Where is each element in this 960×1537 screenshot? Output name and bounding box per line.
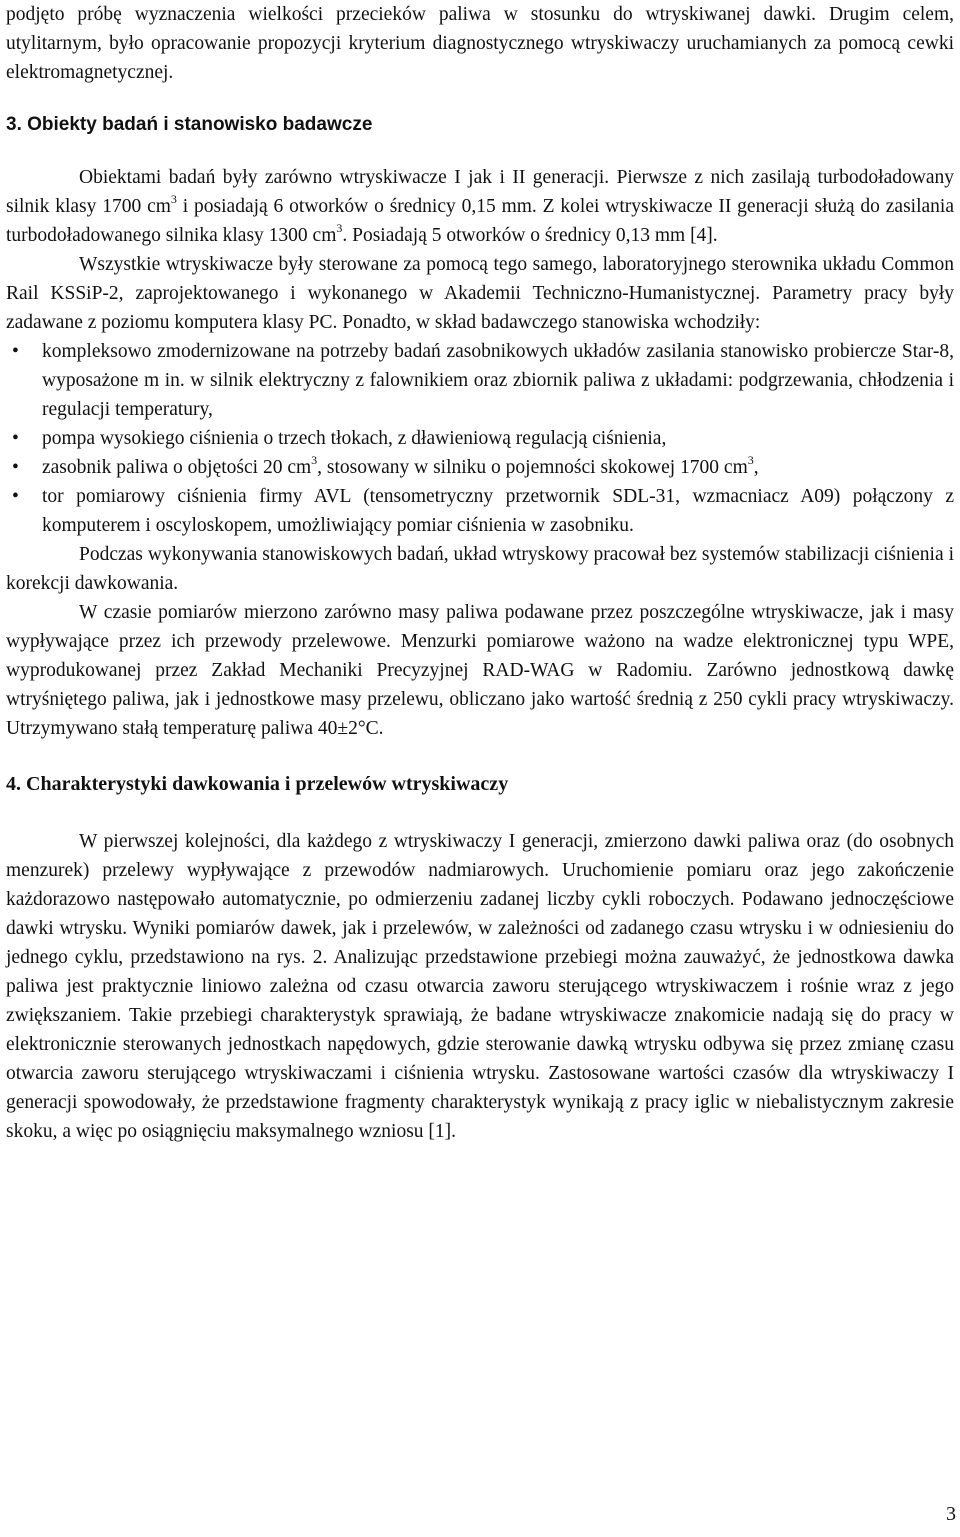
list-item [6, 424, 954, 453]
text-run: i posiadają 6 otworków o średnicy 0,15 mm. Z kolei wtryskiwacze II generacji służą do zasilania turbodoładowanego silnika klasy 1300 cm [6, 196, 954, 246]
text-run: , [753, 457, 759, 478]
text-run: Obiektami badań były zarówno wtryskiwacze I jak i II generacji. Pierwsze z nich zasilają turbodoładowany silnik klasy 1700 cm [6, 167, 954, 217]
superscript: 3 [336, 220, 343, 235]
paragraph-characteristics: W pierwszej kolejności, dla każdego z wtryskiwaczy I generacji, zmierzono dawki paliwa oraz (do osobnych menzurek) przelewy wypływające z przewodów nadmiarowych. Uruchomienie pomiaru oraz jego zakończenie każdorazowo następowało automatycznie, po odmierzeniu zadanej liczby cykli roboczych. Podawano jednoczęściowe dawki wtrysku. Wyniki pomiarów dawek, jak i przelewów, w zależności od zadanego czasu wtrysku i w odniesieniu do jednego cyklu, przedstawiono na rys. 2. Analizując przedstawione przebiegi można zauważyć, że jednostkowa dawka paliwa jest praktycznie liniowo zależna od czasu otwarcia zaworu sterującego wtryskiwaczem i rośnie wraz z jego zwiększaniem. Takie przebiegi charakterystyk sprawiają, że badane wtryskiwacze znakomicie nadają się do pracy w elektronicznie sterowanych jednostkach napędowych, gdzie sterowanie dawką wtrysku odbywa się przez zmianę czasu otwarcia zaworu sterującego wtryskiwaczami i ciśnienia wtrysku. Zastosowane wartości czasów dla wtryskiwaczy I generacji spowodowały, że przedstawione fragmenty charakterystyk wynikają z pracy iglic w niebalistycznym zakresie skoku, a więc po osiągnięciu maksymalnego wzniosu [1]. [6, 831, 954, 1142]
bullet-icon: • [12, 486, 19, 507]
list-item [6, 482, 954, 540]
text-run: zasobnik paliwa o objętości 20 cm [42, 457, 312, 478]
list-item [6, 453, 954, 482]
section-heading-4: 4. Charakterystyki dawkowania i przelewów wtryskiwaczy [6, 773, 509, 795]
superscript: 3 [170, 191, 177, 206]
text-run: . Posiadają 5 otworków o średnicy 0,13 mm [4]. [342, 225, 718, 246]
paragraph-stabilization: Podczas wykonywania stanowiskowych badań, układ wtryskowy pracował bez systemów stabilizacji ciśnienia i korekcji dawkowania. [6, 544, 954, 594]
superscript: 3 [311, 452, 318, 467]
list-item-text: kompleksowo zmodernizowane na potrzeby badań zasobnikowych układów zasilania stanowisko probiercze Star-8, wyposażone m in. w silnik elektryczny z falownikiem oraz zbiornik paliwa z układami: podgrzewania, chłodzenia i regulacji temperatury, [42, 341, 954, 420]
superscript: 3 [747, 452, 754, 467]
document-page [6, 0, 954, 1146]
page-number: 3 [946, 1503, 956, 1525]
paragraph-measurements: W czasie pomiarów mierzono zarówno masy paliwa podawane przez poszczególne wtryskiwacze, jak i masy wypływające przez ich przewody przelewowe. Menzurki pomiarowe ważono na wadze elektronicznej typu WPE, wyprodukowanej przez Zakład Mechaniki Precyzyjnej RAD-WAG w Radomiu. Zarówno jednostkową dawkę wtryśniętego paliwa, jak i jednostkowe masy przelewu, obliczano jako wartość średnią z 250 cykli pracy wtryskiwaczy. Utrzymywano stałą temperaturę paliwa 40±2°C. [6, 602, 954, 739]
bullet-icon: • [12, 428, 19, 449]
paragraph-control: Wszystkie wtryskiwacze były sterowane za pomocą tego samego, laboratoryjnego sterownika układu Common Rail KSSiP-2, zaprojektowanego i wykonanego w Akademii Techniczno-Humanistycznej. Parametry pracy były zadawane z poziomu komputera klasy PC. Ponadto, w skład badawczego stanowiska wchodziły: [6, 254, 954, 333]
list-item-text [42, 452, 759, 478]
section-heading-3: 3. Obiekty badań i stanowisko badawcze [6, 114, 373, 135]
text-run: , stosowany w silniku o pojemności skokowej 1700 cm [317, 457, 748, 478]
paragraph-objects [6, 163, 954, 250]
bullet-icon: • [12, 341, 19, 362]
list-item [6, 337, 954, 424]
paragraph-intro-continued: podjęto próbę wyznaczenia wielkości przecieków paliwa w stosunku do wtryskiwanej dawki. Drugim celem, utylitarnym, było opracowanie propozycji kryterium diagnostycznego wtryskiwaczy uruchamianych za pomocą cewki elektromagnetycznej. [6, 4, 954, 83]
bullet-icon: • [12, 457, 19, 478]
list-item-text: tor pomiarowy ciśnienia firmy AVL (tensometryczny przetwornik SDL-31, wzmacniacz A09) połączony z komputerem i oscyloskopem, umożliwiający pomiar ciśnienia w zasobniku. [42, 486, 954, 536]
equipment-list [6, 337, 954, 540]
list-item-text: pompa wysokiego ciśnienia o trzech tłokach, z dławieniową regulacją ciśnienia, [42, 428, 667, 449]
